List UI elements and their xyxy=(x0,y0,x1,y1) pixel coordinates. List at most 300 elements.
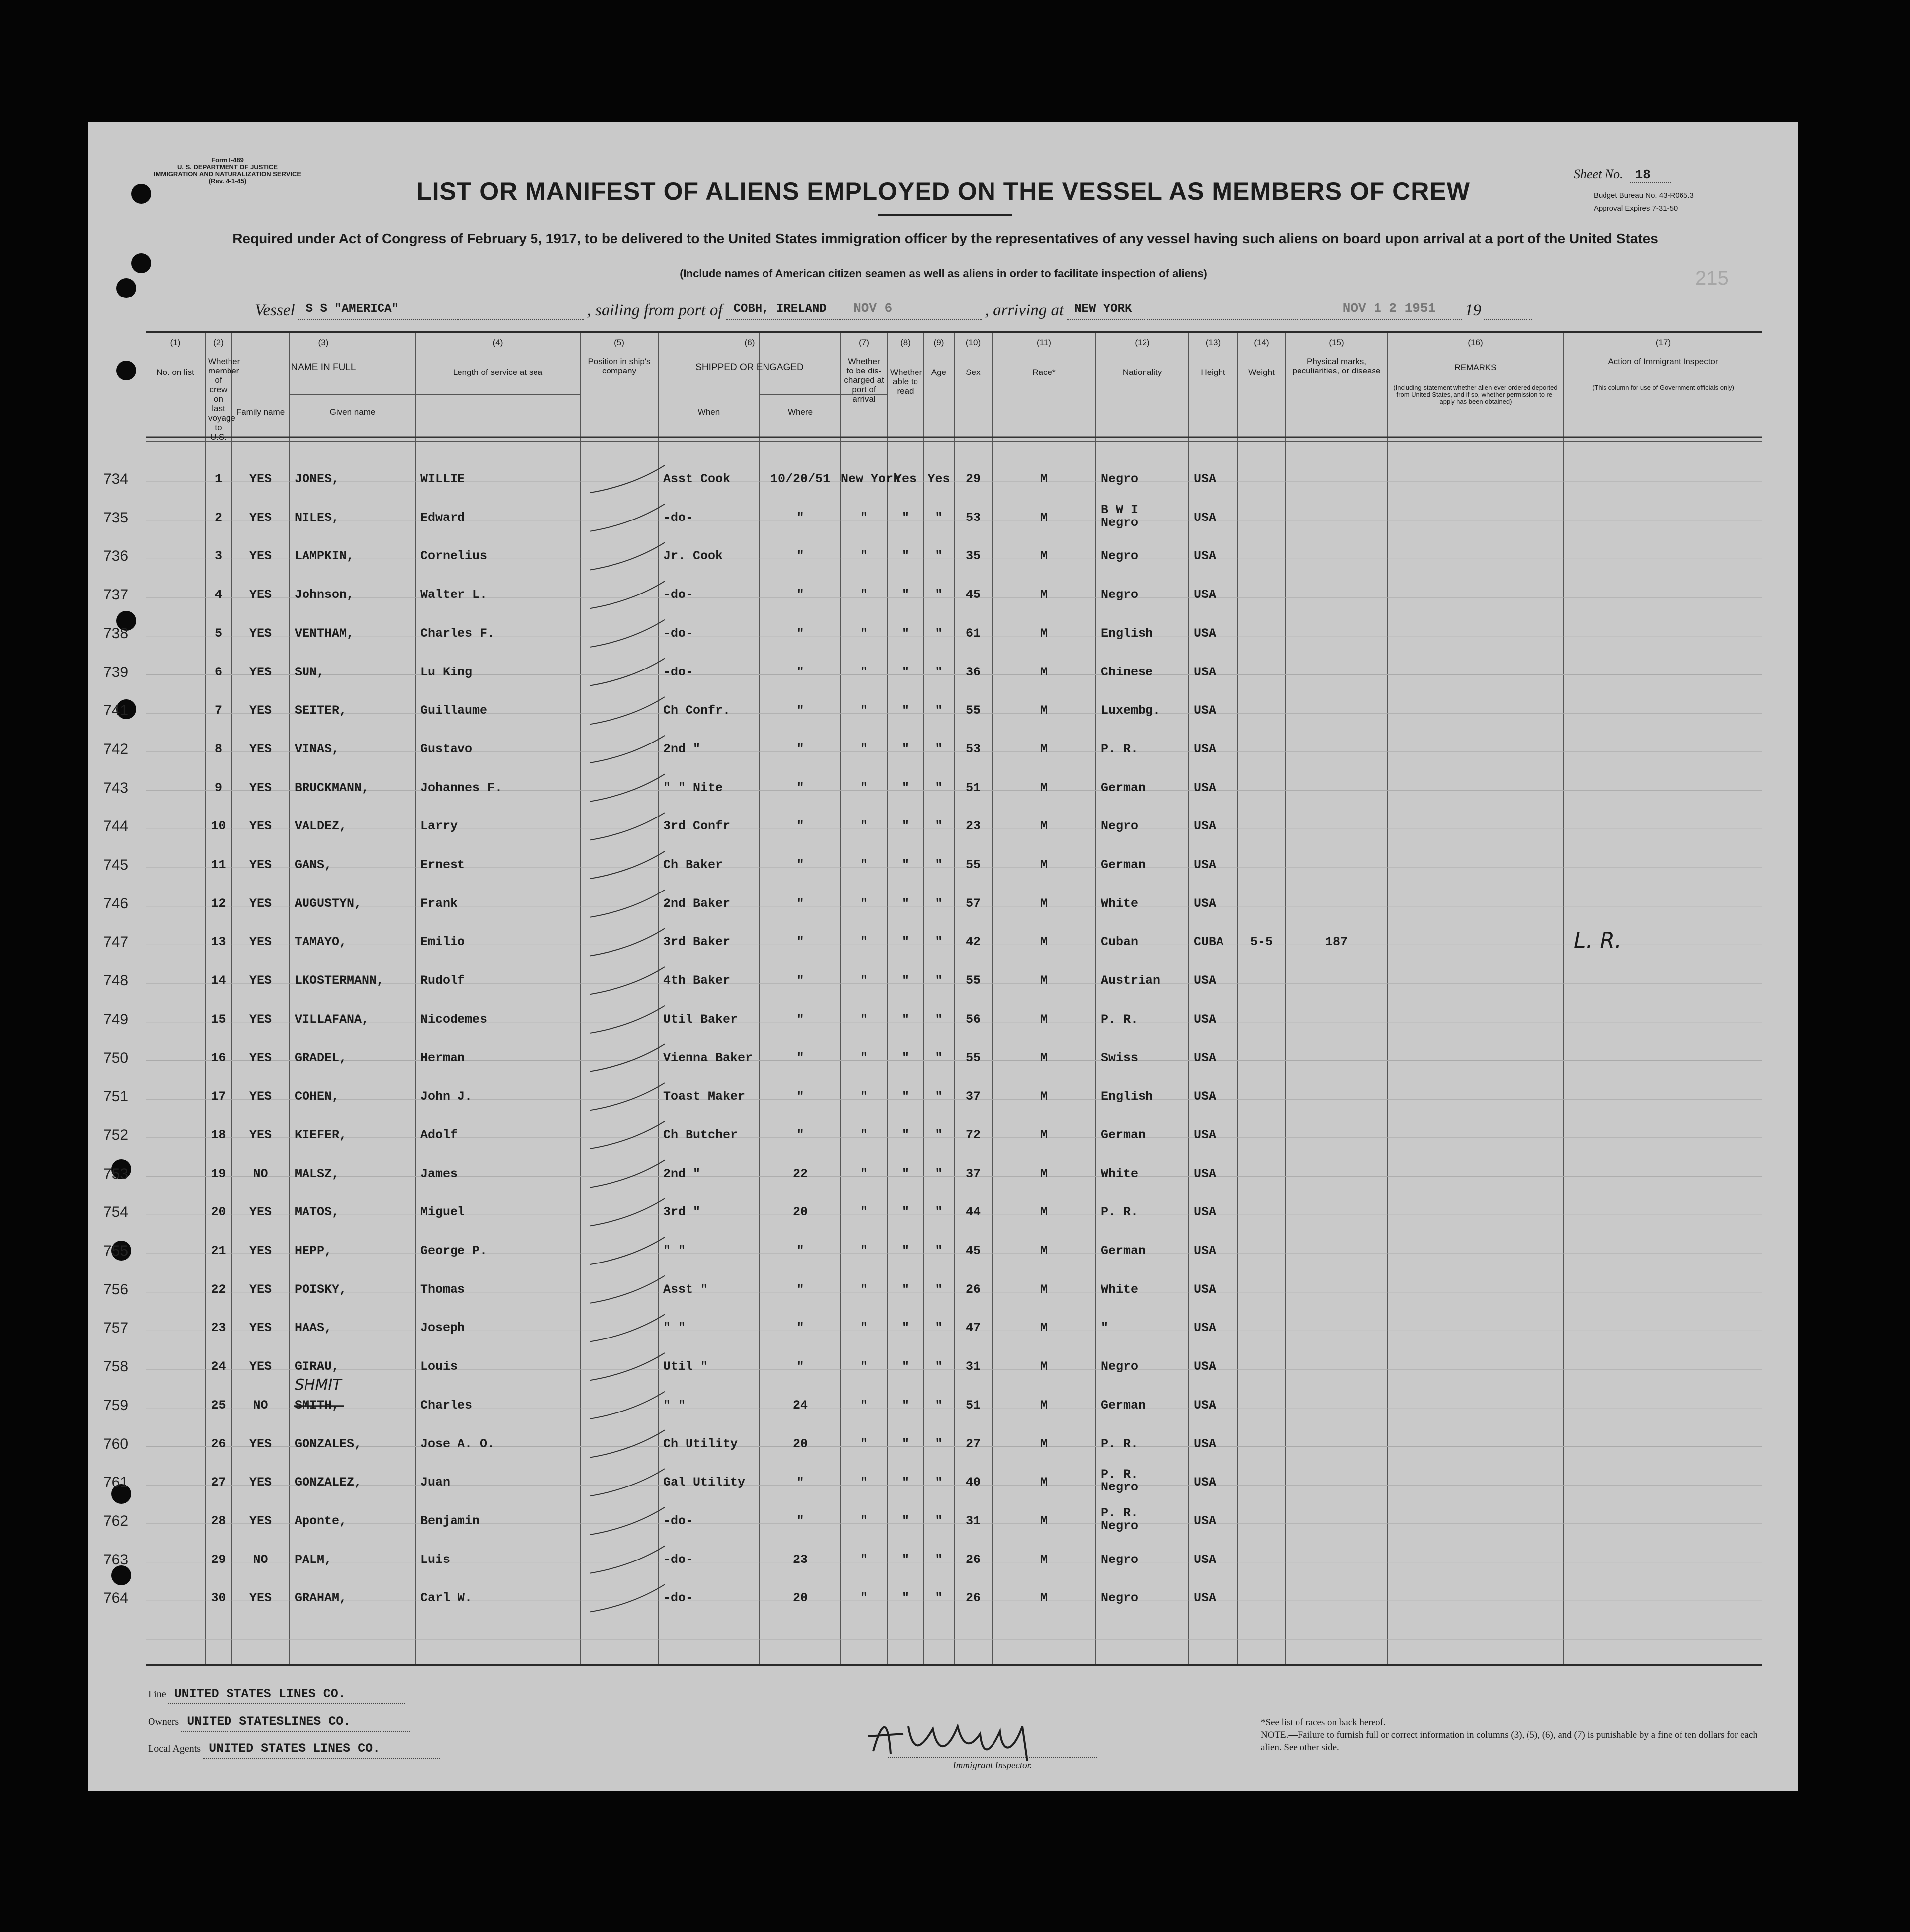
form-number: Form I-489 xyxy=(211,156,244,164)
table-row xyxy=(146,930,1762,968)
nationality: USA xyxy=(1194,472,1217,486)
previous-voyage: YES xyxy=(249,510,272,525)
discharged: " xyxy=(901,973,909,988)
given-name: Charles xyxy=(420,1398,473,1412)
age: 47 xyxy=(965,1321,981,1336)
column-subheader: Family name xyxy=(236,407,285,417)
shipped-where: " xyxy=(860,1321,868,1336)
discharged: " xyxy=(901,896,909,911)
footer-note xyxy=(1261,1716,1757,1754)
shipped-where: " xyxy=(860,1282,868,1297)
shipped-when: " xyxy=(796,665,804,679)
given-name: Nicodemes xyxy=(420,1012,488,1027)
shipped-where: " xyxy=(860,819,868,834)
race: White xyxy=(1101,896,1139,911)
age: 31 xyxy=(965,1513,981,1528)
race: White xyxy=(1101,1282,1139,1297)
family-name: GIRAU, xyxy=(295,1359,340,1374)
able-to-read: " xyxy=(935,1513,943,1528)
column-header-label: Race* xyxy=(1032,368,1056,377)
nationality: USA xyxy=(1194,1513,1217,1528)
position: " " xyxy=(663,1321,686,1336)
position: " " xyxy=(663,1398,686,1412)
vessel-line xyxy=(255,301,1535,320)
penalty-note: NOTE.—Failure to furnish full or correct information in columns (3), (5), (6), and (7) is punishable by a fine of ten dollars for each alien. See other side. xyxy=(1261,1730,1757,1753)
given-name: Carl W. xyxy=(420,1591,473,1606)
table-row xyxy=(146,544,1762,583)
line-number: 747 xyxy=(103,934,129,951)
previous-voyage: YES xyxy=(249,1282,272,1297)
line-number: 745 xyxy=(103,857,129,873)
age: 55 xyxy=(965,703,981,718)
previous-voyage: YES xyxy=(249,626,272,641)
shipped-where: " xyxy=(860,665,868,679)
column-header-label: NAME IN FULL xyxy=(291,362,356,372)
race: Chinese xyxy=(1101,665,1153,679)
list-number: 26 xyxy=(211,1436,226,1451)
shipped-when: " xyxy=(796,742,804,756)
sex: M xyxy=(1040,1205,1048,1220)
race: White xyxy=(1101,1166,1139,1181)
line-number: 756 xyxy=(103,1281,129,1298)
age: 72 xyxy=(965,1127,981,1142)
height: 5-5 xyxy=(1250,935,1273,950)
shipped-when: 20 xyxy=(792,1205,808,1220)
sheet-number-value: 18 xyxy=(1630,167,1671,183)
age: 26 xyxy=(965,1282,981,1297)
sex: M xyxy=(1040,1359,1048,1374)
nationality: USA xyxy=(1194,665,1217,679)
given-name: Rudolf xyxy=(420,973,465,988)
position: Util " xyxy=(663,1359,708,1374)
able-to-read: " xyxy=(935,665,943,679)
line-number: 741 xyxy=(103,702,129,719)
column-number: (5) xyxy=(614,338,624,347)
shipped-when: 24 xyxy=(792,1398,808,1412)
table-row xyxy=(146,1239,1762,1277)
arrival-port: NEW YORK xyxy=(1074,302,1132,316)
position: Jr. Cook xyxy=(663,549,723,564)
line-number: 739 xyxy=(103,664,129,680)
signature-scribble xyxy=(863,1707,1072,1761)
line-number: 737 xyxy=(103,587,129,603)
nationality: CUBA xyxy=(1194,935,1224,950)
race: P. R. xyxy=(1101,1467,1139,1482)
shipped-when: " xyxy=(796,935,804,950)
family-name: SUN, xyxy=(295,665,325,679)
discharged: " xyxy=(901,1012,909,1027)
column-header-label: Weight xyxy=(1248,368,1275,377)
nationality: USA xyxy=(1194,1436,1217,1451)
position: Asst " xyxy=(663,1282,708,1297)
previous-voyage: YES xyxy=(249,780,272,795)
shipped-where: " xyxy=(860,1089,868,1104)
list-number: 10 xyxy=(211,819,226,834)
family-name: VALDEZ, xyxy=(295,819,347,834)
sex: M xyxy=(1040,1127,1048,1142)
column-number: (16) xyxy=(1468,338,1483,347)
family-name: HAAS, xyxy=(295,1321,332,1336)
age: 55 xyxy=(965,858,981,872)
position: " " Nite xyxy=(663,780,723,795)
age: 53 xyxy=(965,742,981,756)
family-name: AUGUSTYN, xyxy=(295,896,362,911)
column-number: (8) xyxy=(900,338,911,347)
manifest-sheet xyxy=(88,122,1798,1791)
given-name: Thomas xyxy=(420,1282,465,1297)
given-name: Herman xyxy=(420,1050,465,1065)
approval-expiry: Approval Expires 7-31-50 xyxy=(1594,204,1678,213)
line-number: 735 xyxy=(103,509,129,526)
family-name: Aponte, xyxy=(295,1513,347,1528)
given-name: Charles F. xyxy=(420,626,495,641)
sex: M xyxy=(1040,935,1048,950)
family-name: Johnson, xyxy=(295,588,355,602)
discharged: " xyxy=(901,742,909,756)
able-to-read: " xyxy=(935,1012,943,1027)
shipped-when: 20 xyxy=(792,1436,808,1451)
column-number: (15) xyxy=(1329,338,1344,347)
given-name: Frank xyxy=(420,896,458,911)
column-number: (6) xyxy=(744,338,755,347)
sex: M xyxy=(1040,1321,1048,1336)
race: Negro xyxy=(1101,588,1139,602)
sex: M xyxy=(1040,742,1048,756)
position: Ch Utility xyxy=(663,1436,738,1451)
given-name: Emilio xyxy=(420,935,465,950)
column-number: (10) xyxy=(965,338,981,347)
nationality: USA xyxy=(1194,1475,1217,1490)
list-number: 24 xyxy=(211,1359,226,1374)
previous-voyage: YES xyxy=(249,935,272,950)
list-number: 21 xyxy=(211,1244,226,1258)
shipped-where: " xyxy=(860,935,868,950)
nationality: USA xyxy=(1194,1359,1217,1374)
table-row xyxy=(146,502,1762,544)
nationality: USA xyxy=(1194,1398,1217,1412)
sex: M xyxy=(1040,549,1048,564)
list-number: 27 xyxy=(211,1475,226,1490)
discharged: " xyxy=(901,1282,909,1297)
list-number: 25 xyxy=(211,1398,226,1412)
nationality: USA xyxy=(1194,1282,1217,1297)
sex: M xyxy=(1040,973,1048,988)
discharged: " xyxy=(901,780,909,795)
race: English xyxy=(1101,626,1153,641)
able-to-read: " xyxy=(935,1475,943,1490)
column-subheader: When xyxy=(697,407,720,417)
previous-voyage: YES xyxy=(249,588,272,602)
previous-voyage: YES xyxy=(249,742,272,756)
column-number: (4) xyxy=(492,338,503,347)
sex: M xyxy=(1040,1282,1048,1297)
discharged: " xyxy=(901,510,909,525)
sex: M xyxy=(1040,858,1048,872)
race: German xyxy=(1101,1398,1146,1412)
discharged: " xyxy=(901,1475,909,1490)
family-name: KIEFER, xyxy=(295,1127,347,1142)
shipped-where: " xyxy=(860,1436,868,1451)
given-name: James xyxy=(420,1166,458,1181)
shipped-where: " xyxy=(860,1012,868,1027)
discharged: " xyxy=(901,1321,909,1336)
age: 40 xyxy=(965,1475,981,1490)
revision: (Rev. 4-1-45) xyxy=(208,177,247,185)
position: -do- xyxy=(663,510,693,525)
line-number: 746 xyxy=(103,895,129,912)
column-header-label: Sex xyxy=(966,368,981,377)
owners-label: Owners xyxy=(148,1716,179,1727)
vessel-name: S S "AMERICA" xyxy=(298,302,584,320)
able-to-read: " xyxy=(935,896,943,911)
previous-voyage: YES xyxy=(249,896,272,911)
shipped-where: " xyxy=(860,1244,868,1258)
shipped-where: " xyxy=(860,1398,868,1412)
column-number: (13) xyxy=(1205,338,1221,347)
column-number: (17) xyxy=(1655,338,1671,347)
discharged: " xyxy=(901,1089,909,1104)
previous-voyage: YES xyxy=(249,703,272,718)
table-row xyxy=(146,1376,1762,1432)
position: -do- xyxy=(663,1591,693,1606)
age: 29 xyxy=(965,472,981,486)
sex: M xyxy=(1040,588,1048,602)
family-name: GANS, xyxy=(295,858,332,872)
discharged: " xyxy=(901,665,909,679)
previous-voyage: NO xyxy=(253,1398,268,1412)
sex: M xyxy=(1040,1012,1048,1027)
nationality: USA xyxy=(1194,858,1217,872)
line-number: 753 xyxy=(103,1165,129,1182)
nationality: USA xyxy=(1194,1591,1217,1606)
position: 3rd " xyxy=(663,1205,701,1220)
race: Negro xyxy=(1101,819,1139,834)
age: 56 xyxy=(965,1012,981,1027)
list-number: 17 xyxy=(211,1089,226,1104)
discharged: " xyxy=(901,1436,909,1451)
shipped-when: " xyxy=(796,1282,804,1297)
list-number: 3 xyxy=(214,549,222,564)
race: German xyxy=(1101,1127,1146,1142)
inspector-label: Immigrant Inspector. xyxy=(888,1757,1097,1771)
shipped-when: " xyxy=(796,549,804,564)
line-number: 764 xyxy=(103,1590,129,1607)
list-number: 15 xyxy=(211,1012,226,1027)
race-line-2: Negro xyxy=(1101,515,1139,530)
department: U. S. DEPARTMENT OF JUSTICE xyxy=(177,163,278,171)
family-name: VILLAFANA, xyxy=(295,1012,370,1027)
arriving-label: , arriving at xyxy=(985,301,1064,319)
position: Asst Cook xyxy=(663,472,731,486)
age: 57 xyxy=(965,896,981,911)
able-to-read: " xyxy=(935,510,943,525)
column-number: (9) xyxy=(933,338,944,347)
shipped-when: " xyxy=(796,896,804,911)
nationality: USA xyxy=(1194,1321,1217,1336)
previous-voyage: YES xyxy=(249,1050,272,1065)
table-row xyxy=(146,1432,1762,1471)
list-number: 12 xyxy=(211,896,226,911)
name-correction: SHMIT xyxy=(295,1376,342,1394)
line-number: 748 xyxy=(103,972,129,989)
shipped-where: New York xyxy=(841,472,901,486)
sex: M xyxy=(1040,1436,1048,1451)
shipped-when: 20 xyxy=(792,1591,808,1606)
sex: M xyxy=(1040,780,1048,795)
line-number: 759 xyxy=(103,1397,129,1413)
family-name: HEPP, xyxy=(295,1244,332,1258)
nationality: USA xyxy=(1194,626,1217,641)
sex: M xyxy=(1040,703,1048,718)
given-name: Adolf xyxy=(420,1127,458,1142)
given-name: George P. xyxy=(420,1244,488,1258)
given-name: Luis xyxy=(420,1552,451,1567)
list-number: 9 xyxy=(214,780,222,795)
line-number: 763 xyxy=(103,1551,129,1568)
able-to-read: " xyxy=(935,1089,943,1104)
age: 45 xyxy=(965,588,981,602)
table-row xyxy=(146,1007,1762,1046)
previous-voyage: YES xyxy=(249,1205,272,1220)
position: Vienna Baker xyxy=(663,1050,753,1065)
line-number: 744 xyxy=(103,818,129,835)
shipped-where: " xyxy=(860,1166,868,1181)
list-number: 30 xyxy=(211,1591,226,1606)
able-to-read: " xyxy=(935,1244,943,1258)
given-name: Cornelius xyxy=(420,549,488,564)
column-header-label: Length of service at sea xyxy=(453,368,543,377)
given-name: Edward xyxy=(420,510,465,525)
discharged: " xyxy=(901,935,909,950)
family-name: NILES, xyxy=(295,510,340,525)
discharged: " xyxy=(901,626,909,641)
line-number: 758 xyxy=(103,1358,129,1375)
inspector-signature xyxy=(863,1707,1072,1764)
family-name: POISKY, xyxy=(295,1282,347,1297)
previous-voyage: YES xyxy=(249,1591,272,1606)
given-name: Johannes F. xyxy=(420,780,503,795)
list-number: 6 xyxy=(214,665,222,679)
shipped-when: " xyxy=(796,1127,804,1142)
family-name: MALSZ, xyxy=(295,1166,340,1181)
race: German xyxy=(1101,858,1146,872)
table-row xyxy=(146,660,1762,699)
column-header-label: Nationality xyxy=(1122,368,1162,377)
given-name: WILLIE xyxy=(420,472,465,486)
line-number: 762 xyxy=(103,1512,129,1529)
sex: M xyxy=(1040,1552,1048,1567)
age: 36 xyxy=(965,665,981,679)
family-name: GRAHAM, xyxy=(295,1591,347,1606)
shipped-where: " xyxy=(860,742,868,756)
able-to-read: " xyxy=(935,1166,943,1181)
table-row xyxy=(146,892,1762,930)
column-header-note: (This column for use of Government officials only) xyxy=(1592,384,1734,391)
race: Austrian xyxy=(1101,973,1161,988)
table-row xyxy=(146,776,1762,815)
race: Negro xyxy=(1101,1359,1139,1374)
table-row xyxy=(146,1354,1762,1393)
list-number: 28 xyxy=(211,1513,226,1528)
arrival-field xyxy=(1067,301,1462,320)
discharged: " xyxy=(901,1513,909,1528)
able-to-read: " xyxy=(935,703,943,718)
position: Ch Butcher xyxy=(663,1127,738,1142)
service: IMMIGRATION AND NATURALIZATION SERVICE xyxy=(153,170,302,178)
position: Gal Utility xyxy=(663,1475,746,1490)
table-row xyxy=(146,1046,1762,1085)
budget-bureau-number: Budget Bureau No. 43-R065.3 xyxy=(1594,191,1694,200)
column-number: (11) xyxy=(1037,338,1051,347)
position: -do- xyxy=(663,665,693,679)
departure-stamp: NOV 6 xyxy=(853,301,893,316)
age: 51 xyxy=(965,780,981,795)
previous-voyage: YES xyxy=(249,665,272,679)
list-number: 4 xyxy=(214,588,222,602)
previous-voyage: YES xyxy=(249,1359,272,1374)
column-number: (3) xyxy=(318,338,329,347)
sex: M xyxy=(1040,472,1048,486)
table-row xyxy=(146,467,1762,506)
able-to-read: " xyxy=(935,780,943,795)
previous-voyage: YES xyxy=(249,973,272,988)
sex: M xyxy=(1040,1050,1048,1065)
column-header-label: REMARKS xyxy=(1454,363,1497,372)
position: 3rd Baker xyxy=(663,935,731,950)
column-header-label: Whether member of crew on last voyage to U.S. xyxy=(208,357,240,442)
family-name: SMITH, xyxy=(295,1398,340,1412)
column-header-label: No. on list xyxy=(156,368,194,377)
shipped-where: " xyxy=(860,703,868,718)
discharged: " xyxy=(901,1398,909,1412)
sex: M xyxy=(1040,1591,1048,1606)
list-number: 22 xyxy=(211,1282,226,1297)
discharged: " xyxy=(901,819,909,834)
sex: M xyxy=(1040,819,1048,834)
discharged: " xyxy=(901,1050,909,1065)
shipped-when: " xyxy=(796,1012,804,1027)
age: 44 xyxy=(965,1205,981,1220)
position: " " xyxy=(663,1244,686,1258)
agents-label: Local Agents xyxy=(148,1743,201,1754)
nationality: USA xyxy=(1194,703,1217,718)
sex: M xyxy=(1040,1089,1048,1104)
weight: 187 xyxy=(1325,935,1348,950)
list-number: 23 xyxy=(211,1321,226,1336)
list-number: 7 xyxy=(214,703,222,718)
race: P. R. xyxy=(1101,1012,1139,1027)
shipped-where: " xyxy=(860,973,868,988)
column-header-label: Whether to be dis-charged at port of arrival xyxy=(844,357,884,404)
crew-table xyxy=(146,331,1762,1666)
column-number: (7) xyxy=(859,338,869,347)
list-number: 14 xyxy=(211,973,226,988)
race: Negro xyxy=(1101,1552,1139,1567)
previous-voyage: YES xyxy=(249,1089,272,1104)
family-name: COHEN, xyxy=(295,1089,340,1104)
sheet-number-label: Sheet No. xyxy=(1574,167,1623,181)
table-row xyxy=(146,737,1762,776)
year-label: 19 xyxy=(1465,301,1482,319)
shipped-where: " xyxy=(860,1205,868,1220)
nationality: USA xyxy=(1194,588,1217,602)
able-to-read: " xyxy=(935,1127,943,1142)
shipped-when: " xyxy=(796,1513,804,1528)
sex: M xyxy=(1040,1398,1048,1412)
subtitle: Required under Act of Congress of February 5, 1917, to be delivered to the United States immigration officer by the representatives of any vessel having such aliens on board upon arrival at a port of the United States xyxy=(232,231,1658,246)
nationality: USA xyxy=(1194,1244,1217,1258)
able-to-read: " xyxy=(935,1398,943,1412)
